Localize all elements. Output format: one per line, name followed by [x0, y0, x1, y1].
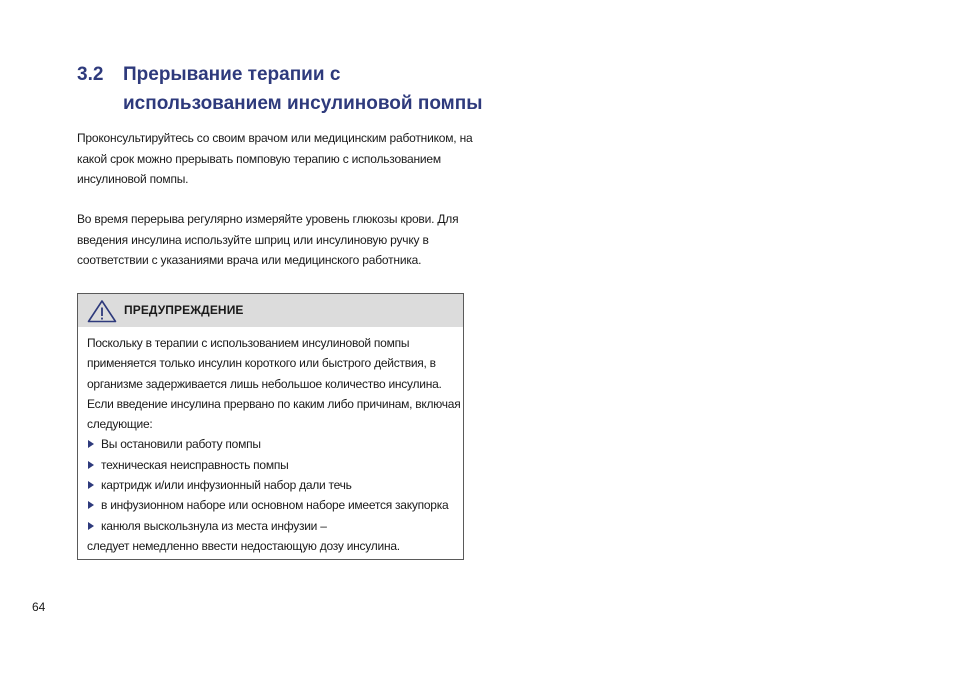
warning-text-line: Если введение инсулина прервано по каким либо причинам, включая	[87, 396, 461, 411]
paragraph-line: инсулиновой помпы.	[77, 172, 189, 186]
bullet-text: картридж и/или инфузионный набор дали течь	[101, 478, 352, 493]
bullet-item	[87, 455, 459, 475]
bullet-arrow-icon	[88, 481, 94, 489]
bullet-text: Вы остановили работу помпы	[101, 437, 261, 452]
bullet-item	[87, 516, 459, 536]
bullet-text: канюля выскользнула из места инфузии –	[101, 518, 327, 533]
warning-body	[87, 333, 459, 556]
warning-text-line: следующие:	[87, 417, 153, 432]
section-title-line: использованием инсулиновой помпы	[123, 93, 483, 114]
warning-text-line: Поскольку в терапии с использованием инсулиновой помпы	[87, 336, 410, 350]
warning-box	[77, 293, 464, 560]
paragraph-line: Проконсультируйтесь со своим врачом или медицинским работником, на	[77, 131, 473, 145]
bullet-arrow-icon	[88, 461, 94, 469]
bullet-arrow-icon	[88, 440, 94, 448]
bullet-arrow-icon	[88, 522, 94, 530]
paragraph-line: какой срок можно прерывать помповую терапию с использованием	[77, 151, 441, 166]
paragraph-line: Во время перерыва регулярно измеряйте уровень глюкозы крови. Для	[77, 212, 459, 226]
section-title	[123, 60, 523, 118]
warning-text-line: применяется только инсулин короткого или быстрого действия, в	[87, 356, 436, 371]
bullet-text: техническая неисправность помпы	[101, 457, 289, 472]
bullet-item	[87, 475, 459, 495]
section-number: 3.2	[77, 64, 104, 85]
warning-triangle-icon	[87, 299, 117, 323]
page-number: 64	[32, 600, 46, 614]
paragraph	[77, 128, 477, 190]
bullet-text: в инфузионном наборе или основном наборе имеется закупорка	[101, 498, 449, 513]
warning-header	[78, 294, 463, 327]
section-title-line: Прерывание терапии с	[123, 64, 341, 85]
warning-closing-text: следует немедленно ввести недостающую дозу инсулина.	[87, 538, 400, 553]
bullet-item	[87, 495, 459, 515]
paragraph-line: соответствии с указаниями врача или медицинского работника.	[77, 253, 422, 267]
paragraph-line: введения инсулина используйте шприц или инсулиновую ручку в	[77, 232, 429, 247]
warning-label: ПРЕДУПРЕЖДЕНИЕ	[124, 303, 244, 317]
bullet-item	[87, 434, 459, 454]
warning-text-line: организме задерживается лишь небольшое количество инсулина.	[87, 376, 442, 391]
paragraph	[77, 209, 477, 271]
bullet-arrow-icon	[88, 501, 94, 509]
